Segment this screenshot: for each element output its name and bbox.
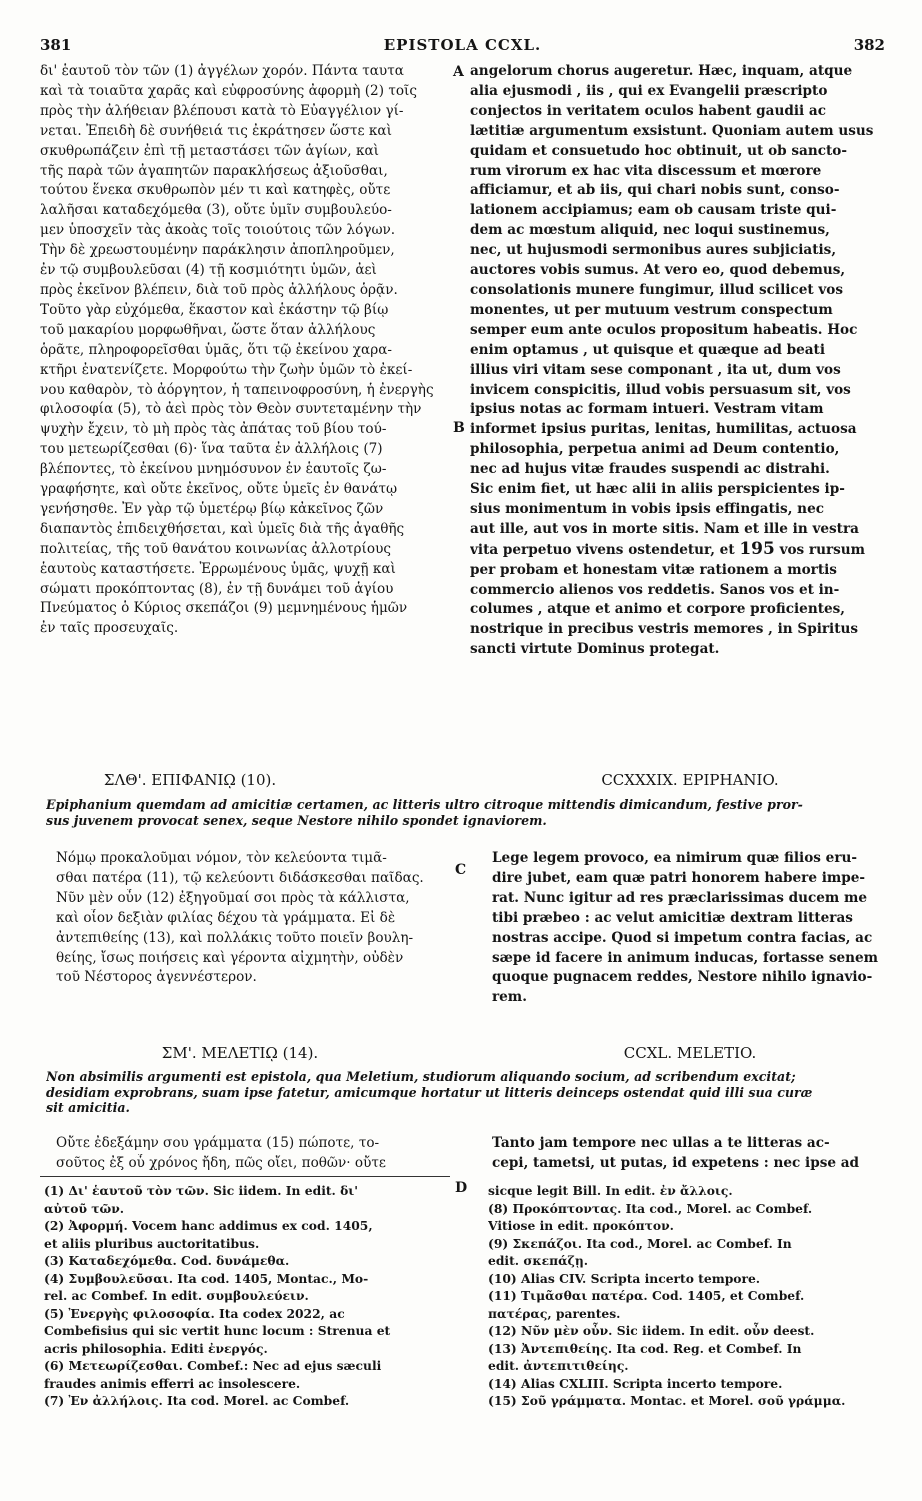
text-line: monentes, ut per mutuum vestrum conspectum (470, 301, 833, 318)
text-line: γραφήσητε, καὶ οὔτε ἐκεῖνος, οὔτε ὑμεῖς ἐν θανάτῳ (40, 481, 398, 498)
latin-lines-1-24 (470, 62, 888, 540)
text-line: edit. σκεπάζῃ. (488, 1253, 589, 1268)
text-line: (4) Συμβουλεῦσαι. Ita cod. 1405, Montac., Mo- (44, 1270, 369, 1286)
text-line: afficiamur, et ab iis, qui chari nobis sunt, conso- (470, 182, 840, 199)
latin-heading-ccxl: CCXL. MELETIO. (623, 1044, 757, 1062)
text-line: φιλοσοφία (5), τὸ ἀεὶ πρὸς τὸν Θεὸν συντεταμένην τὴν (40, 401, 422, 418)
text-line: θείης, ἴσως ποιήσεις καὶ γέροντα αἰχμητὴν, οὐδὲν (56, 949, 404, 966)
text-line: dem ac mœstum aliquid, nec loqui sustinemus, (470, 222, 830, 239)
text-line: (9) Σκεπάζοι. Ita cod., Morel. ac Combef. In (488, 1235, 792, 1251)
text-line: lationem accipiamus; eam ob causam triste qui- (470, 202, 837, 219)
text-line: αὐτοῦ τῶν. (44, 1200, 125, 1216)
footnote-rule (40, 1176, 450, 1177)
running-header (40, 36, 885, 58)
text-line: cepi, tametsi, ut putas, id expetens : nec ipse ad (492, 1154, 860, 1171)
text-line: λαλῆσαι καταδεχόμεθα (3), οὔτε ὑμῖν συμβουλεύο- (40, 202, 392, 219)
text-line: πατέρας, parentes. (488, 1305, 621, 1321)
text-line: κτῆρι ἐνατενίζετε. Μορφούτω τὴν ζωὴν ὑμῶν τὸ ἐκεί- (40, 361, 413, 378)
text-line: (11) Τιμᾶσθαι πατέρα. Cod. 1405, et Combef. (488, 1288, 805, 1303)
text-line: δι' ἑαυτοῦ τὸν τῶν (1) ἀγγέλων χορόν. Πάντα ταυτα (40, 63, 404, 79)
text-line: quidam et consuetudo hoc obtinuit, ut ob sancto- (470, 142, 847, 159)
text-line: (2) Ἀφορμή. Vocem hanc addimus ex cod. 1405, (44, 1218, 373, 1233)
text-line: Πνεύματος ὁ Κύριος σκεπάζοι (9) μεμνημένους ἡμῶν (40, 600, 408, 617)
text-line: commercio alienos vos reddetis. Sanos vos et in- (470, 581, 840, 598)
text-line: τῆς παρὰ τῶν ἀγαπητῶν παρακλήσεως ἀξιοῦσθαι, (40, 162, 388, 179)
text-line: ipsius notas ac formam intueri. Vestram vitam (470, 401, 824, 418)
text-line: Epiphanium quemdam ad amicitiæ certamen, ac litteris ultro citroque mittendis dimicandum, festive pror- (46, 797, 803, 812)
text-line: (10) Alias CIV. Scripta incerto tempore. (488, 1270, 761, 1286)
text-line: ἐν τῷ συμβουλεῦσαι (4) τῇ κοσμιότητι ὑμῶν, ἀεὶ (40, 262, 377, 279)
greek-heading-ccxxxix: ΣΛΘ'. ΕΠΙΦΑΝΙῼ (10). (103, 771, 277, 789)
text-line: Τοῦτο γὰρ εὐχόμεθα, ἕκαστον καὶ ἑκάστην τῷ βίῳ (40, 301, 389, 318)
text-line: (12) Νῦν μὲν οὖν. Sic iidem. In edit. οὖν deest. (488, 1323, 815, 1338)
text-line: philosophia, perpetua animi ad Deum contentio, (470, 441, 840, 458)
text-line: μεν ὑποσχεῖν τὰς ἀκοὰς τοῖς τοιούτοις τῶν λόγων. (40, 222, 396, 239)
footnotes-left (44, 1182, 454, 1410)
text-line: (8) Προκόπτοντας. Ita cod., Morel. ac Combef. (488, 1200, 813, 1216)
text-line: conjectos in veritatem oculos habent gaudii ac (470, 102, 827, 119)
text-line: rum virorum ex hac vita discessum et mœrore (470, 162, 822, 179)
margin-marker-b: B (453, 420, 465, 436)
margin-marker-d: D (455, 1180, 468, 1196)
text-line: σκυθρωπάζειν ἐπὶ τῇ μεταστάσει τῶν ἁγίων, καὶ (40, 142, 379, 159)
text-line: Νόμῳ προκαλοῦμαι νόμον, τὸν κελεύοντα τιμᾶ- (56, 850, 387, 866)
text-line: Lege legem provoco, ea nimirum quæ filios eru- (492, 850, 858, 866)
text-line: πρὸς ἐκεῖνον βλέπειν, διὰ τοῦ πρὸς ἀλλήλους ὁρᾷν. (40, 281, 398, 298)
latin-text-ccxxxix (492, 849, 886, 1008)
text-line: πολιτείας, τῆς τοῦ θανάτου κοινωνίας ἀλλοτρίους (40, 540, 391, 557)
text-line: καὶ οἷον δεξιὰν φιλίας δέχου τὰ γράμματα. Εἰ δὲ (56, 909, 396, 926)
text-line: fraudes animis efferri ac insolescere. (44, 1375, 301, 1391)
text-line: aut ille, aut vos in morte sitis. Nam et ille in vestra (470, 520, 859, 537)
text-line: rem. (492, 989, 527, 1006)
text-line: sit amicitia. (46, 1100, 130, 1115)
greek-text-ccxl (56, 1134, 456, 1174)
text-line: Tanto jam tempore nec ullas a te litteras ac- (492, 1135, 830, 1151)
text-line: Combefisius qui sic vertit hunc locum : Strenua et (44, 1323, 391, 1338)
text-line: Sic enim fiet, ut hæc alii in aliis perspicientes ip- (470, 481, 845, 498)
text-line: per probam et honestam vitæ rationem a mortis (470, 561, 837, 578)
text-line: edit. ἀντεπιτιθείης. (488, 1358, 629, 1373)
text-line: nostrique in precibus vestris memores , in Spiritus (470, 621, 859, 638)
text-line: sicque legit Bill. In edit. ἐν ἄλλοις. (488, 1183, 733, 1198)
text-line: Νῦν μὲν οὖν (12) ἐξηγοῦμαί σοι πρὸς τὰ κάλλιστα, (56, 889, 410, 906)
greek-heading-ccxl: ΣΜ'. ΜΕΛΕΤΙῼ (14). (161, 1044, 319, 1062)
text-line: (6) Μετεωρίζεσθαι. Combef.: Nec ad ejus sæculi (44, 1358, 382, 1373)
text-line: consolationis munere fungimur, illud scilicet vos (470, 281, 843, 298)
margin-marker-c: C (455, 862, 467, 878)
text-line: διαπαντὸς ἐπιδειχθήσεται, καὶ ὑμεῖς διὰ τῆς ἀγαθῆς (40, 520, 405, 537)
text-line: nec, ut hujusmodi sermonibus aures subjiciatis, (470, 242, 837, 259)
text-line: ψυχὴν ἔχειν, τὸ μὴ πρὸς τὰς ἀπάτας τοῦ βίου τού- (40, 421, 387, 438)
text-line: Οὔτε ἐδεξάμην σου γράμματα (15) πώποτε, το- (56, 1135, 380, 1151)
text-line: τοῦ μακαρίου μορφωθῆναι, ὥστε ὅταν ἀλλήλους (40, 321, 376, 338)
text-line: νεται. Ἐπειδὴ δὲ συνήθειά τις ἐκράτησεν ὥστε καὶ (40, 122, 392, 139)
text-line: rel. ac Combef. In edit. συμβουλεύειν. (44, 1288, 309, 1303)
text-line: (14) Alias CXLIII. Scripta incerto tempore. (488, 1375, 783, 1391)
text-line: (7) Ἐν ἀλλήλοις. Ita cod. Morel. ac Combef. (44, 1393, 350, 1408)
argument-ccxl (46, 1069, 886, 1116)
text-line: του μετεωρίζεσθαι (6)· ἵνα ταῦτα ἐν ἀλλήλοις (7) (40, 441, 383, 458)
latin-heading-ccxxxix: CCXXXIX. EPIPHANIO. (601, 771, 779, 789)
text-line: νου καθαρὸν, τὸ ἀόργητον, ἡ ταπεινοφροσύνη, ἡ ἐνεργὴς (40, 381, 434, 398)
text-line: angelorum chorus augeretur. Hæc, inquam, atque (470, 63, 853, 79)
text-line: ἑαυτοὺς καταστήσετε. Ἐρρωμένους ὑμᾶς, ψυχῇ καὶ (40, 560, 396, 577)
text-line: illius viri vitam sese componant , ita ut, dum vos (470, 361, 841, 378)
text-line: sus juvenem provocat senex, seque Nestore nihilo spondet ignaviorem. (46, 812, 547, 828)
footnotes-right (488, 1182, 888, 1410)
text-line: (13) Ἀντεπιθείης. Ita cod. Reg. et Combef. In (488, 1340, 802, 1356)
text-line: auctores vobis sumus. At vero eo, quod debemus, (470, 262, 846, 279)
text-line: semper eum ante oculos propositum habeatis. Hoc (470, 321, 858, 338)
text-line: sius monimentum in vobis ipsis effingatis, nec (470, 500, 824, 517)
text-line: et aliis pluribus auctoritatibus. (44, 1235, 260, 1251)
text-line: columes , atque et animo et corpore proficientes, (470, 601, 846, 618)
text-line: σοῦτος ἐξ οὗ χρόνος ἤδη, πῶς οἴει, ποθῶν· οὔτε (56, 1154, 386, 1171)
page-number-left: 381 (40, 36, 72, 54)
latin-text-column (470, 62, 888, 660)
page-number-right: 382 (853, 36, 885, 54)
running-title: EPISTOLA CCXL. (383, 36, 542, 54)
latin-line-with-column-number (470, 540, 888, 561)
text-line: ἐν ταῖς προσευχαῖς. (40, 620, 179, 637)
text-line: (1) Δι' ἑαυτοῦ τὸν τῶν. Sic iidem. In edit. δι' (44, 1183, 359, 1198)
text-line: sancti virtute Dominus protegat. (470, 641, 720, 658)
text-line: invicem conspicitis, illud vobis persuasum sit, vos (470, 381, 851, 398)
text-line: tibi præbeo : ac velut amicitiæ dextram litteras (492, 909, 853, 926)
text-line: τούτου ἕνεκα σκυθρωπὸν μέν τι καὶ κατηφὲς, οὔτε (40, 182, 391, 199)
text-line: desidiam exprobrans, suam ipse fatetur, amicumque hortatur ut litteris deinceps ostendat quid illi sua curæ (46, 1084, 813, 1100)
latin-line-25: vita perpetuo vivens ostendetur, et (470, 541, 735, 558)
text-line: Vitiose in edit. προκόπτον. (488, 1218, 674, 1233)
text-line: quoque pugnacem reddes, Nestore nihilo ignavio- (492, 969, 873, 986)
text-line: informet ipsius puritas, lenitas, humilitas, actuosa (470, 421, 857, 438)
text-line: πρὸς τὴν ἀλήθειαν βλέπουσι κατὰ τὸ Εὐαγγέλιον γί- (40, 102, 404, 119)
text-line: dire jubet, eam quæ patri honorem habere impe- (492, 869, 866, 886)
text-line: ὁρᾶτε, πληροφορεῖσθαι ὑμᾶς, ὅτι τῷ ἐκείνου χαρα- (40, 341, 392, 358)
text-line: acris philosophia. Editi ἐνεργός. (44, 1340, 268, 1356)
text-line: rat. Nunc igitur ad res præclarissimas ducem me (492, 889, 868, 906)
text-line: σθαι πατέρα (11), τῷ κελεύοντι διδάσκεσθαι παῖδας. (56, 869, 424, 886)
greek-text-column (40, 62, 455, 639)
text-line: (3) Καταδεχόμεθα. Cod. δυνάμεθα. (44, 1253, 290, 1268)
text-line: ἀντεπιθείης (13), καὶ πολλάκις τοῦτο ποιεῖν βουλη- (56, 929, 414, 946)
text-line: σώματι προκόπτοντας (8), ἐν τῇ δυνάμει τοῦ ἁγίου (40, 580, 394, 597)
latin-line-25-tail: vos rursum (774, 541, 866, 558)
text-line: nec ad hujus vitæ fraudes suspendi ac distrahi. (470, 461, 830, 478)
text-line: nostras accipe. Quod si impetum contra facias, ac (492, 929, 873, 946)
text-line: γενήσησθε. Ἐν γὰρ τῷ ὑμετέρῳ βίῳ κἀκεῖνος ζῶν (40, 500, 384, 517)
text-line: alia ejusmodi , iis , qui ex Evangelii præscripto (470, 82, 828, 99)
text-line: sæpe id facere in animum inducas, fortasse senem (492, 949, 879, 966)
text-line: καὶ τὰ τοιαῦτα χαρᾶς καὶ εὐφροσύνης ἀφορμὴ (2) τοῖς (40, 82, 417, 99)
text-line: enim optamus , ut quisque et quæque ad beati (470, 341, 825, 358)
margin-marker-a: A (453, 64, 464, 80)
text-line: τοῦ Νέστορος ἀγεννέστερον. (56, 969, 257, 986)
greek-text-ccxxxix (56, 849, 456, 988)
text-line: Non absimilis argumenti est epistola, qua Meletium, studiorum aliquando socium, ad scribendum excitat; (46, 1069, 796, 1084)
text-line: Τὴν δὲ χρεωστουμένην παράκλησιν ἀποπληροῦμεν, (40, 242, 395, 259)
latin-text-ccxl (492, 1134, 886, 1174)
text-line: βλέποντες, τὸ ἐκείνου μνημόσυνον ἐν ἑαυτοῖς ζω- (40, 461, 387, 478)
column-number: 195 (739, 539, 775, 559)
text-line: (15) Σοῦ γράμματα. Montac. et Morel. σοῦ γράμμα. (488, 1393, 846, 1408)
latin-lines-26-30 (470, 561, 888, 661)
argument-ccxxxix (46, 797, 886, 828)
text-line: lætitiæ argumentum exsistunt. Quoniam autem usus (470, 122, 874, 139)
text-line: (5) Ἐνεργὴς φιλοσοφία. Ita codex 2022, ac (44, 1305, 345, 1321)
